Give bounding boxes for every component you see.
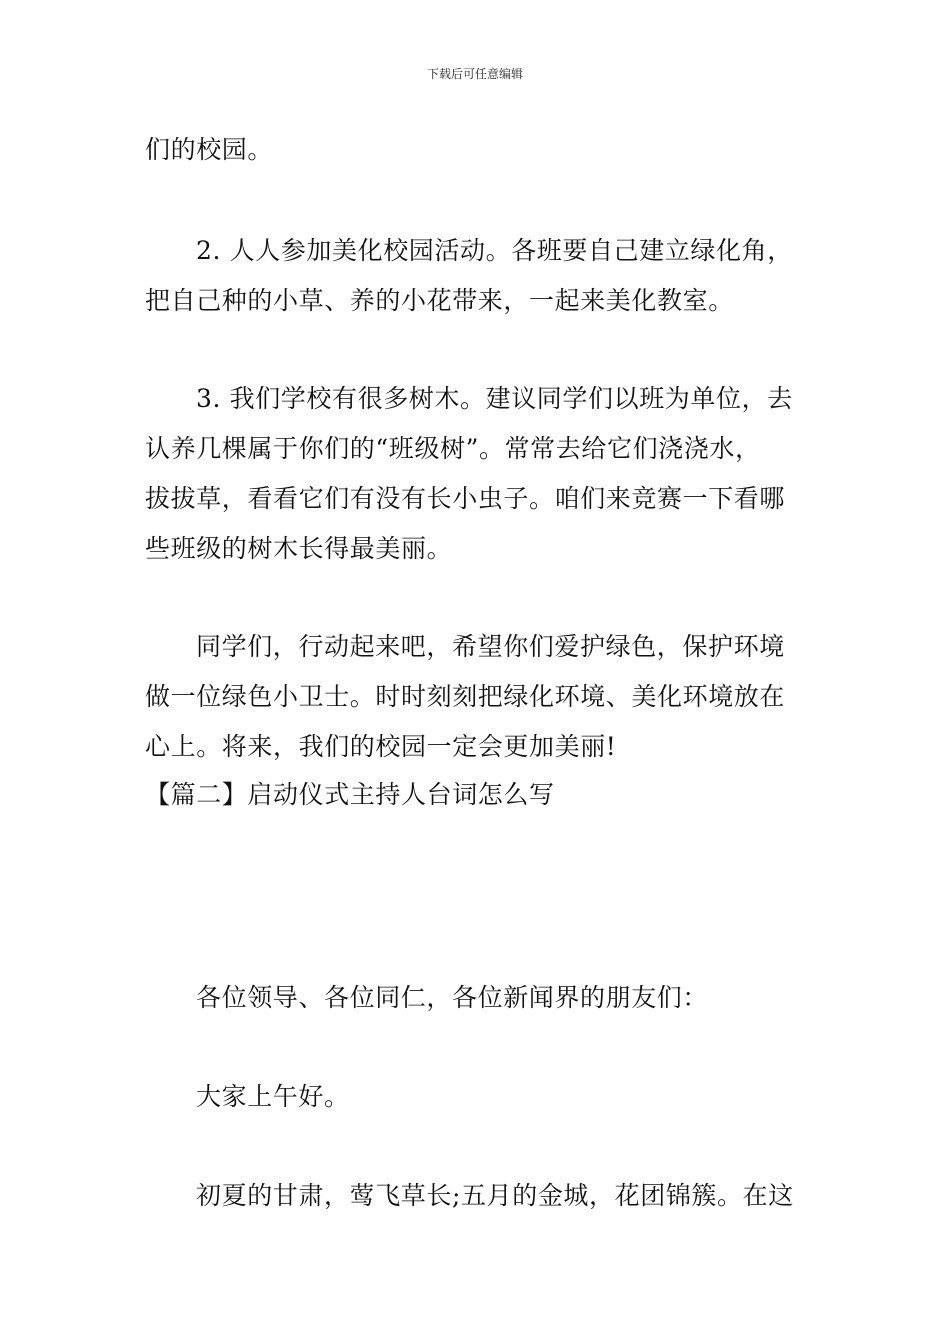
text-line: 拔拔草，看看它们有没有长小虫子。咱们来竞赛一下看哪 <box>145 484 786 513</box>
text-line: 3. 我们学校有很多树木。建议同学们以班为单位，去 <box>196 384 793 413</box>
text-line: 做一位绿色小卫士。时时刻刻把绿化环境、美化环境放在 <box>145 682 786 711</box>
text-line: 初夏的甘肃，莺飞草长;五月的金城，花团锦簇。在这 <box>196 1181 794 1210</box>
text-line: 同学们，行动起来吧，希望你们爱护绿色，保护环境 <box>196 632 785 661</box>
text-line: 大家上午好。 <box>196 1082 350 1111</box>
text-line: 各位领导、各位同仁，各位新闻界的朋友们： <box>196 983 709 1012</box>
text-line: 2. 人人参加美化校园活动。各班要自己建立绿化角， <box>196 236 793 265</box>
text-line: 些班级的树木长得最美丽。 <box>145 534 453 563</box>
section-heading: 【篇二】启动仪式主持人台词怎么写 <box>145 780 555 809</box>
page-header: 下载后可任意编辑 <box>426 67 523 81</box>
text-line: 心上。将来，我们的校园一定会更加美丽! <box>145 732 617 761</box>
text-line: 认养几棵属于你们的“班级树”。常常去给它们浇浇水， <box>145 434 761 463</box>
text-line: 们的校园。 <box>145 135 274 164</box>
text-line: 把自己种的小草、养的小花带来，一起来美化教室。 <box>145 286 734 315</box>
